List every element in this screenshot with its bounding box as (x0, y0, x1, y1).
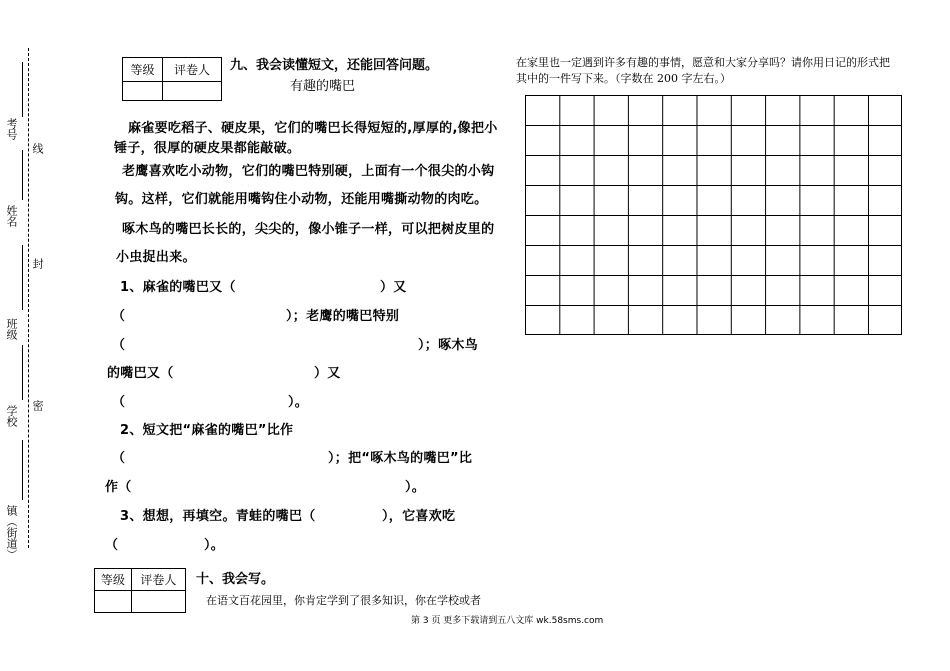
grade-cell[interactable] (95, 591, 132, 613)
page-footer: 第 3 页 更多下载请到五八文库 wk.58sms.com (411, 616, 604, 626)
p3-line2: 小虫捉出来。 (116, 250, 196, 265)
q2-text-a: 2、短文把“麻雀的嘴巴”比作 (120, 423, 294, 438)
grade-table-9 (122, 57, 222, 101)
q1-text-g: 的嘴巴又（ (107, 366, 174, 381)
q1-text-a: 1、麻雀的嘴巴又（ (120, 280, 236, 295)
name-blank (22, 150, 23, 200)
seal-line-char: 线 (31, 143, 44, 154)
p2-line1: 老鹰喜欢吃小动物，它们的嘴巴特别硬，上面有一个很尖的小钩 (122, 164, 495, 179)
grade-cell[interactable] (123, 82, 163, 101)
q1-text-c: （ (112, 309, 126, 324)
reviewer-cell[interactable] (131, 591, 185, 613)
q1-text-f: ）；啄木鸟 (418, 338, 479, 353)
section10-intro: 在语文百花园里，你肯定学到了很多知识，你在学校或者 (206, 594, 481, 607)
p1-line2: 锤子，很厚的硬皮果都能敲破。 (114, 141, 301, 156)
seal2-char: 密 (31, 400, 44, 411)
grade-header: 等级 (123, 58, 163, 82)
q2-text-d: 作（ (105, 480, 132, 495)
q3-text-c: （ (105, 538, 119, 553)
q1-text-h: ）又 (314, 366, 341, 381)
section9-heading: 九、我会读懂短文，还能回答问题。 (230, 58, 439, 73)
writing-grid[interactable] (525, 95, 902, 335)
passage-title: 有趣的嘴巴 (290, 79, 356, 94)
binding-line (28, 48, 29, 548)
q3-text-d: ）。 (204, 538, 225, 553)
right-prompt-line1: 在家里也一定遇到许多有趣的事情，愿意和大家分享吗？请你用日记的形式把 (516, 56, 890, 69)
right-prompt-line2: 其中的一件写下来。（字数在 200 字左右。） (516, 72, 731, 85)
exam-no-blank (22, 62, 23, 117)
q1-text-d: ）；老鹰的嘴巴特别 (286, 309, 400, 324)
q3-text-a: 3、想想，再填空。青蛙的嘴巴（ (120, 509, 316, 524)
reviewer-header: 评卷人 (131, 569, 185, 591)
school-label: 学校 (5, 405, 18, 427)
q2-text-b: （ (112, 451, 126, 466)
p3-line1: 啄木鸟的嘴巴长长的，尖尖的，像小锥子一样，可以把树皮里的 (122, 222, 495, 237)
section10-heading: 十、我会写。 (196, 572, 275, 587)
p2-line2: 钩。这样，它们就能用嘴钩住小动物，还能用嘴撕动物的肉吃。 (115, 192, 488, 207)
exam-no-label: 考号 (5, 118, 18, 140)
class-label: 班级 (5, 318, 18, 340)
q1-text-j: ）。 (288, 395, 309, 410)
q2-text-c: ）；把“啄木鸟的嘴巴”比 (328, 451, 473, 466)
q2-text-e: ）。 (405, 480, 426, 495)
reviewer-cell[interactable] (162, 82, 221, 101)
school-blank (22, 345, 23, 400)
q3-text-b: ），它喜欢吃 (382, 509, 456, 524)
reviewer-header: 评卷人 (162, 58, 221, 82)
seal-char: 封 (31, 258, 44, 269)
grade-header: 等级 (95, 569, 132, 591)
name-label: 姓名 (5, 205, 18, 227)
q1-text-i: （ (112, 395, 126, 410)
q1-text-e: （ (112, 338, 126, 353)
p1-line1: 麻雀要吃稻子、硬皮果，它们的嘴巴长得短短的,厚厚的,像把小 (128, 121, 498, 136)
q1-text-b: ）又 (380, 280, 407, 295)
town-blank (22, 440, 23, 500)
class-blank (22, 245, 23, 310)
grade-table-10 (94, 568, 186, 613)
town-label: 镇（街道） (5, 505, 18, 560)
